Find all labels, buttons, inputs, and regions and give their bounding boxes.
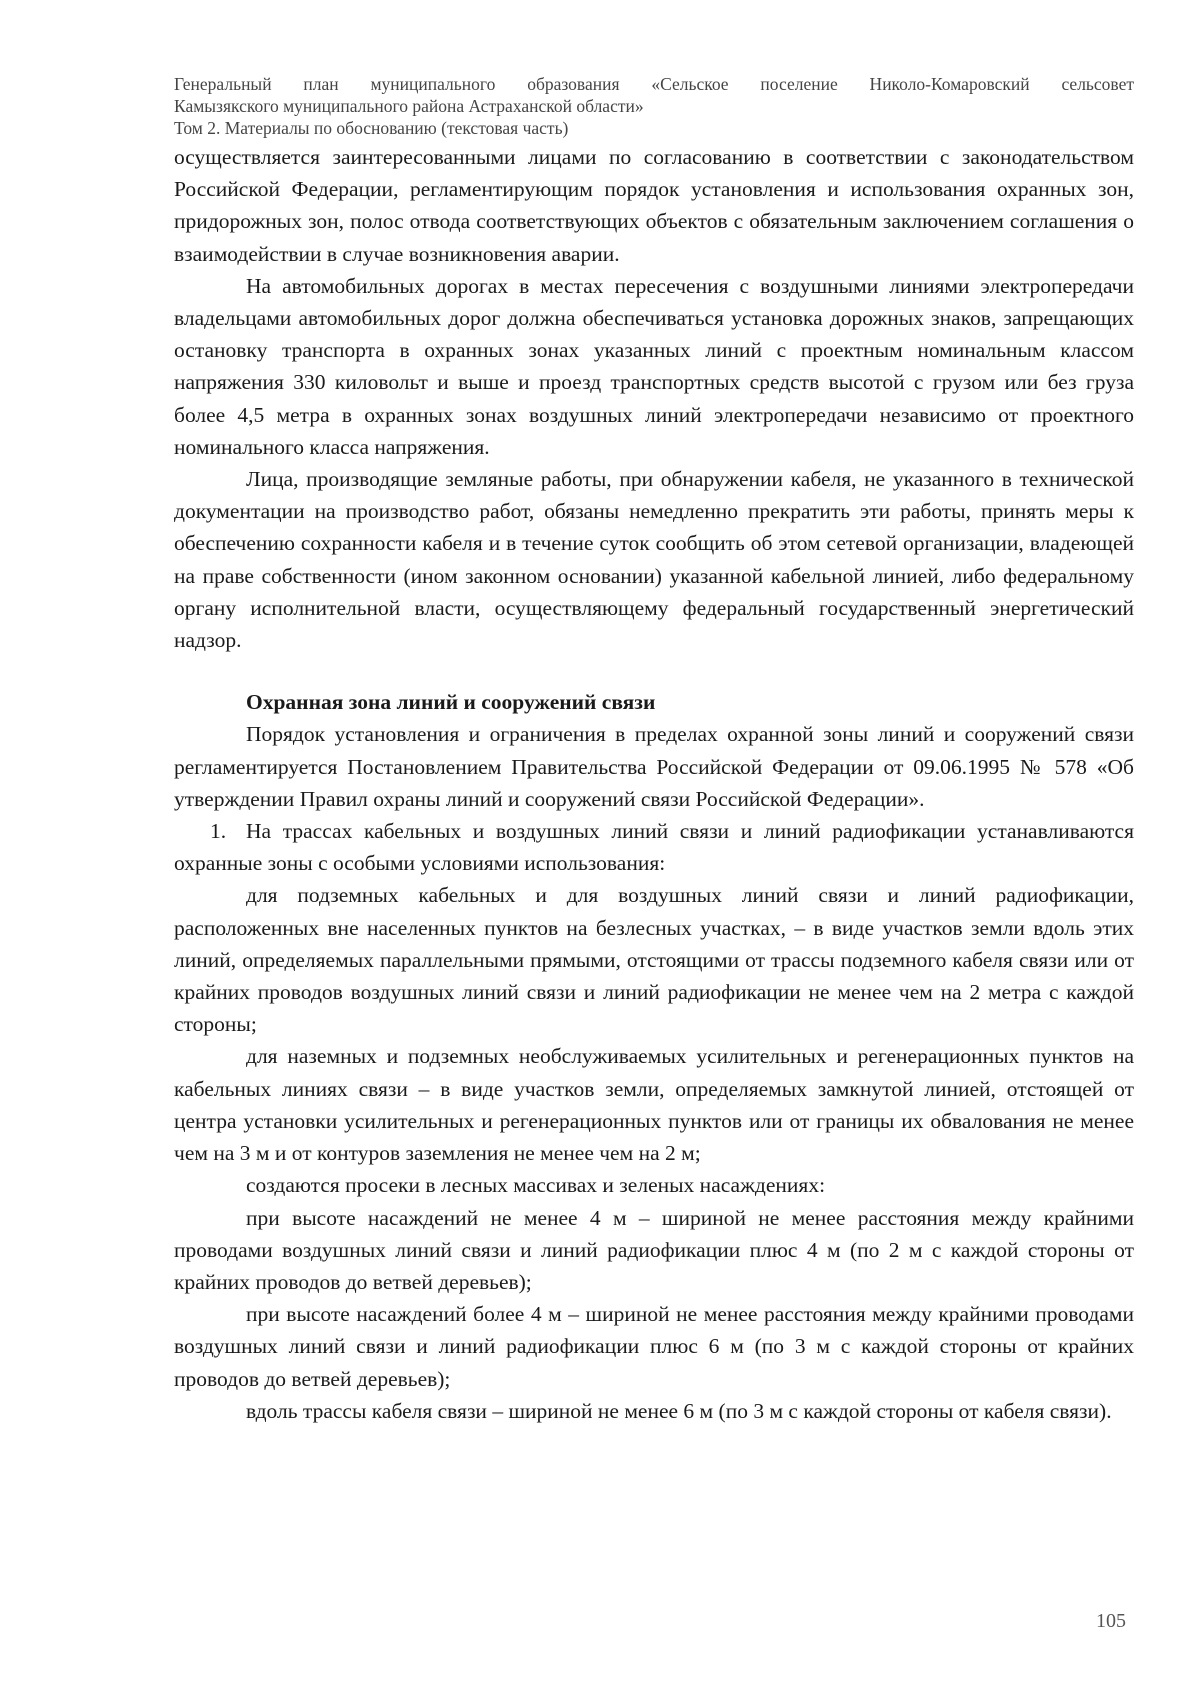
paragraph-earthworks: Лица, производящие земляные работы, при обнаружении кабеля, не указанного в технической документации на производство работ, обязаны немедленно прекратить эти работы, принять меры к обеспечению сохранности кабеля и в течение суток сообщить об этом сетевой организации, владеющей на праве собственности (ином законном основании) указанной кабельной линией, либо федеральному органу исполнительной власти, осуществляющему федеральный государственный энергетический надзор. <box>174 467 1134 653</box>
paragraph-road-signs: На автомобильных дорогах в местах пересечения с воздушными линиями электропередачи владельцами автомобильных дорог должна обеспечиваться установка дорожных знаков, запрещающих остановку транспорта в охранных зонах указанных линий с проектным номинальным классом напряжения 330 киловольт и выше и проезд транспортных средств высотой с грузом или без груза более 4,5 метра в охранных зонах воздушных линий электропередачи независимо от проектного номинального класса напряжения. <box>174 273 1134 459</box>
header-line-3: Том 2. Материалы по обоснованию (текстовая часть) <box>174 118 569 138</box>
header-line-1: Генеральный план муниципального образования «Сельское поселение Николо-Комаровский сельсовет <box>174 74 1134 94</box>
list-number: 1. <box>210 819 227 844</box>
header-line-2: Камызякского муниципального района Астраханской области» <box>174 96 644 116</box>
paragraph-height-min-4m: при высоте насаждений не менее 4 м – шириной не менее расстояния между крайними проводами воздушных линий связи и линий радиофикации плюс 4 м (по 2 м с каждой стороны от крайних проводов до ветвей деревьев); <box>174 1205 1134 1294</box>
paragraph-height-over-4m: при высоте насаждений более 4 м – шириной не менее расстояния между крайними проводами воздушных линий связи и линий радиофикации плюс 6 м (по 3 м с каждой стороны от крайних проводов до ветвей деревьев); <box>174 1302 1134 1391</box>
section-heading: Охранная зона линий и сооружений связи <box>246 690 656 715</box>
document-body <box>174 141 1134 1427</box>
numbered-list-item <box>174 815 1134 879</box>
paragraph-regulation: Порядок установления и ограничения в пределах охранной зоны линий и сооружений связи регламентируется Постановлением Правительства Российской Федерации от 09.06.1995 № 578 «Об утверждении Правил охраны линий и сооружений связи Российской Федерации». <box>174 722 1134 811</box>
paragraph-cable-route: вдоль трассы кабеля связи – шириной не менее 6 м (по 3 м с каждой стороны от кабеля связи). <box>246 1398 1112 1423</box>
paragraph-underground-lines: для подземных кабельных и для воздушных линий связи и линий радиофикации, расположенных вне населенных пунктов на безлесных участках, – в виде участков земли вдоль этих линий, определяемых параллельными прямыми, отстоящими от трассы подземного кабеля связи или от крайних проводов воздушных линий связи и линий радиофикации не менее чем на 2 метра с каждой стороны; <box>174 883 1134 1037</box>
paragraph-continuation: осуществляется заинтересованными лицами по согласованию в соответствии с законодательством Российской Федерации, регламентирующим порядок установления и использования охранных зон, придорожных зон, полос отвода соответствующих объектов с обязательным заключением соглашения о взаимодействии в случае возникновения аварии. <box>174 145 1134 266</box>
section-spacer <box>174 656 1134 686</box>
paragraph-amplifier-points: для наземных и подземных необслуживаемых усилительных и регенерационных пунктов на кабельных линиях связи – в виде участков земли, определяемых замкнутой линией, отстоящей от центра установки усилительных и регенерационных пунктов или от границы их обвалования не менее чем на 3 м и от контуров заземления не менее чем на 2 м; <box>174 1044 1134 1166</box>
paragraph-clearings: создаются просеки в лесных массивах и зеленых насаждениях: <box>246 1173 826 1198</box>
running-header <box>174 73 1134 139</box>
page-number: 105 <box>1096 1610 1126 1632</box>
list-item-text: На трассах кабельных и воздушных линий связи и линий радиофикации устанавливаются охранные зоны с особыми условиями использования: <box>174 819 1134 876</box>
